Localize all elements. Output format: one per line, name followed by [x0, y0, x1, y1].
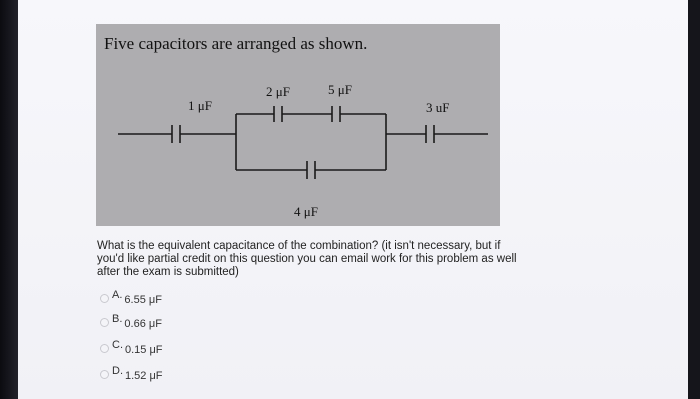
capacitor-1-label: 1 μF [188, 98, 212, 113]
option-c-value: 0.15 μF [125, 344, 163, 356]
option-b[interactable] [100, 314, 162, 330]
option-c-letter: C. [112, 339, 123, 351]
radio-button-a[interactable] [100, 294, 109, 303]
option-b-value: 0.66 μF [124, 318, 162, 330]
option-d-value: 1.52 μF [125, 370, 163, 382]
option-a-value: 6.55 μF [124, 294, 162, 306]
radio-button-d[interactable] [100, 370, 109, 379]
monitor-bezel-left [0, 0, 18, 399]
radio-button-c[interactable] [100, 344, 109, 353]
figure-title: Five capacitors are arranged as shown. [104, 34, 368, 53]
monitor-bezel-right [688, 0, 700, 399]
option-c[interactable] [100, 340, 163, 356]
option-d[interactable] [100, 366, 163, 382]
radio-button-b[interactable] [100, 318, 109, 327]
option-a[interactable] [100, 290, 162, 306]
option-b-letter: B. [112, 313, 123, 325]
circuit-diagram [96, 24, 500, 226]
question-text: What is the equivalent capacitance of the combination? (it isn't necessary, but if you'd like partial credit on this question you can email work for this problem as well after the exam is submitted) [97, 240, 517, 278]
capacitor-3-label: 5 μF [328, 82, 352, 97]
capacitor-2-label: 2 μF [266, 84, 290, 99]
option-a-letter: A. [112, 289, 123, 301]
capacitor-5-label: 3 uF [426, 100, 450, 115]
option-d-letter: D. [112, 365, 123, 377]
circuit-figure [96, 24, 500, 226]
capacitor-4-label: 4 μF [294, 204, 318, 219]
